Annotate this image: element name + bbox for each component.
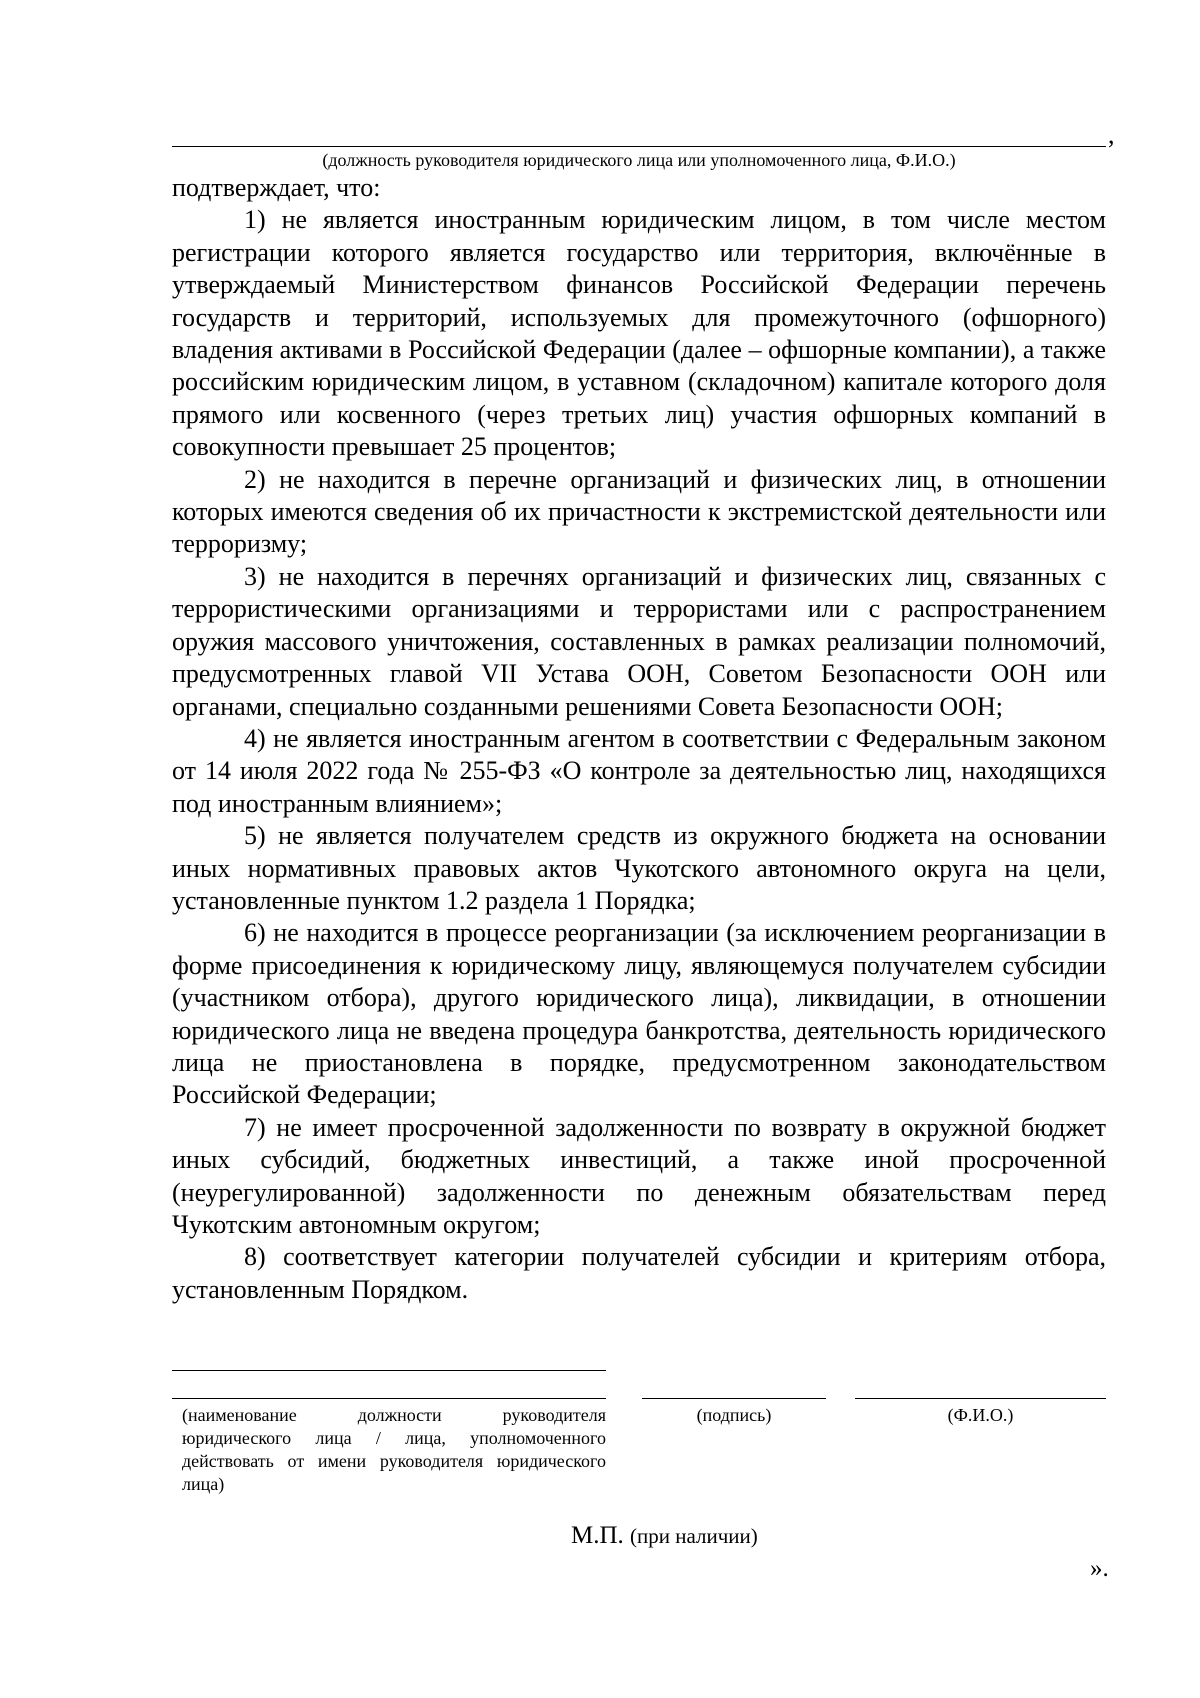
item-4: 4) не является иностранным агентом в соответствии с Федеральным законом от 14 июля 2022 года № 255-ФЗ «О контроле за деятельностью лиц, находящихся под иностранным влиянием»; bbox=[172, 723, 1106, 818]
signature-blank-line bbox=[642, 1398, 826, 1399]
item-1: 1) не является иностранным юридическим лицом, в том числе местом регистрации которого является государство или территория, включённые в утверждаемый Министерством финансов Российской Федерации перечень государств и территорий, используемых для промежуточного (офшорного) владения активами в Российской Федерации (далее – офшорные компании), а также российским юридическим лицом, в уставном (складочном) капитале которого доля прямого или косвенного (через третьих лиц) участия офшорных компаний в совокупности превышает 25 процентов; bbox=[172, 205, 1106, 462]
trailing-comma: , bbox=[1108, 120, 1115, 149]
closing-quote-mark: ». bbox=[1090, 1555, 1109, 1582]
stamp-label: М.П. bbox=[571, 1522, 624, 1549]
position-name-blank-line bbox=[172, 146, 1106, 147]
signature-caption: (подпись) bbox=[696, 1405, 772, 1425]
position-name-caption: (должность руководителя юридического лица или уполномоченного лица, Ф.И.О.) bbox=[322, 150, 956, 170]
position-caption: (наименование должности руководителя юридического лица / лица, уполномоченного действовать от имени руководителя юридического лица) bbox=[182, 1405, 606, 1494]
item-7: 7) не имеет просроченной задолженности по возврату в окружной бюджет иных субсидий, бюджетных инвестиций, а также иной просроченной (неурегулированной) задолженности по денежным обязательствам перед Чукотским автономным округом; bbox=[172, 1112, 1106, 1239]
intro-line: подтверждает, что: bbox=[172, 173, 381, 202]
item-6: 6) не находится в процессе реорганизации (за исключением реорганизации в форме присоединения к юридическому лицу, являющемуся получателем субсидии (участником отбора), другого юридического лица), ликвидации, в отношении юридического лица не введена процедура банкротства, деятельность юридического лица не приостановлена в порядке, предусмотренном законодательством Российской Федерации; bbox=[172, 918, 1106, 1110]
item-2: 2) не находится в перечне организаций и физических лиц, в отношении которых имеются сведения об их причастности к экстремистской деятельности или терроризму; bbox=[172, 464, 1106, 559]
position-upper-blank-line bbox=[172, 1370, 606, 1371]
stamp-place bbox=[571, 1522, 758, 1550]
item-3: 3) не находится в перечнях организаций и физических лиц, связанных с террористическими организациями и террористами или с распространением оружия массового уничтожения, составленных в рамках реализации полномочий, предусмотренных главой VII Устава ООН, Советом Безопасности ООН или органами, специально созданными решениями Совета Безопасности ООН; bbox=[172, 561, 1106, 721]
name-blank-line bbox=[855, 1398, 1106, 1399]
stamp-note: (при наличии) bbox=[630, 1524, 758, 1548]
name-caption: (Ф.И.О.) bbox=[947, 1405, 1014, 1425]
item-5: 5) не является получателем средств из окружного бюджета на основании иных нормативных правовых актов Чукотского автономного округа на цели, установленные пунктом 1.2 раздела 1 Порядка; bbox=[172, 821, 1106, 915]
item-8: 8) соответствует категории получателей субсидии и критериям отбора, установленным Порядком. bbox=[172, 1242, 1106, 1304]
confirmation-text bbox=[172, 172, 1106, 1306]
position-blank-line bbox=[172, 1398, 606, 1399]
